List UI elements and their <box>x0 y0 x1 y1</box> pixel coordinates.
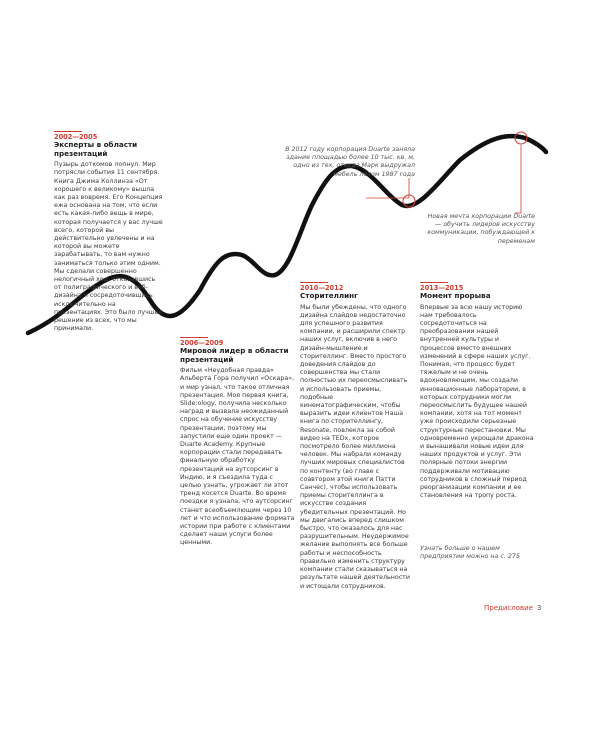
annotation-mission: Новая мечта корпорации Duarte — обучить лидеров искусству коммуникации, побуждающей к переменам <box>427 213 535 245</box>
entry-heading: Эксперты в области презентаций <box>54 140 138 158</box>
page-footer <box>484 604 541 612</box>
entry-body: Мы были убеждены, что одного дизайна слайдов недостаточно для успешного развития компании, и расширили спектр наших услуг, включив в него дизайн-мышление и сторителлинг. Вместо простого доведения слайдов до совершенства мы стали полностью их переосмысливать и использовать приемы, подобные кинематографическим, чтобы выразить идеи клиентов Наша книга по сторителлингу, Resonate, повлекла за собой видео на TEDx, которое посмотрело более миллиона человек. Мы набрали команду лучших мировых специалистов по контенту (во главе с соавтором этой книги Патти Санчес), чтобы использовать приемы сторителлинга в искусстве создания убедительных презентаций. Но мы двигались вперед слишком быстро, что оказалось для нас разрушительным. Неудержимое желание выполнять все больше работы и неспособность правильно изменить структуру компании стали сказываться на результате нашей деятельности и истощали сотрудников. <box>300 303 410 590</box>
date-rule <box>300 282 328 283</box>
entry-body: Фильм «Неудобная правда» Альберта Гора получил «Оскара», и мир узнал, что такое отличная презентация. Моя первая книга, Slide:ology, получила несколько наград и вызвала неожиданный спрос на обучение искусству презентации, поэтому мы запустили еще один проект — Duarte Academy. Крупные корпорации стали передавать финальную обработку презентаций на аутсорсинг в Индию, и я съездила туда с целью узнать, угрожает ли этот тренд косется Duarte. Во время поездки я узнала, что аутсорсинг станет всеобъемлющим через 10 лет и что использование формата истории при работе с клиентами сделает наши услуги более ценными. <box>180 367 295 547</box>
page-number: 3 <box>537 604 542 612</box>
entry-date: 2010—2012 <box>300 284 344 292</box>
date-rule <box>180 337 208 338</box>
entry-date: 2002—2005 <box>54 133 98 141</box>
timeline-entry-2013 <box>420 282 535 500</box>
timeline-entry-2010 <box>300 282 410 591</box>
entry-heading: Момент прорыва <box>420 291 491 300</box>
entry-date: 2006—2009 <box>180 339 224 347</box>
entry-heading: Сторителлинг <box>300 291 358 300</box>
annotation-more-info: Узнать больше о нашем предприятии можно на с. 275 <box>420 545 520 561</box>
date-rule <box>420 282 448 283</box>
annotation-building: В 2012 году корпорация Duarte заняла здание площадью более 10 тыс. кв. м, одно из тех, откуда Марк выдружал мебель летом 1987 года <box>285 146 415 178</box>
entry-heading: Мировой лидер в области презентаций <box>180 346 289 364</box>
date-rule <box>54 131 82 132</box>
timeline-entry-2006 <box>180 337 295 548</box>
timeline-entry-2002 <box>54 131 164 333</box>
entry-body: Впервые за всю нашу историю нам требовалось сосредоточиться на преобразовании нашей внутренней культуры и процессов вместо внешних изменений в сфере наших услуг. Понимая, что процесс будет тяжелым и не очень вдохновляющим, мы создали инновационные лаборатории, в которых сотрудники могли переосмыслить будущее нашей компании, хотя на тот момент уже происходили серьезные структурные перестановки. Мы одновременно укрощали дракона и вынашивали новые идеи для наших продуктов и услуг. Эти полярные потоки энергии поддерживали мотивацию сотрудников в сложный период реорганизации компании и ее становления на тропу роста. <box>420 303 534 500</box>
entry-body: Пузырь доткомов лопнул. Мир потрясли события 11 сентября. Книга Джима Коллинза «От хорошего к великому» вышла как раз вовремя. Его Концепция ежа основана на том, что если есть какая-либо вещь в мире, которая получается у вас лучше всего, которой вы действительно увлечены и на которой вы можете зарабатывать, то вам нужно заниматься только этим одним. Мы сделали совершенно нелогичный ход, отказавшись от полиграфического и веб-дизайна и сосредоточившись исключительно на презентациях. Это было лучшее решение из всех, что мы принимали. <box>54 161 163 333</box>
entry-date: 2013—2015 <box>420 284 464 292</box>
footer-section-label: Предисловие <box>484 604 533 612</box>
